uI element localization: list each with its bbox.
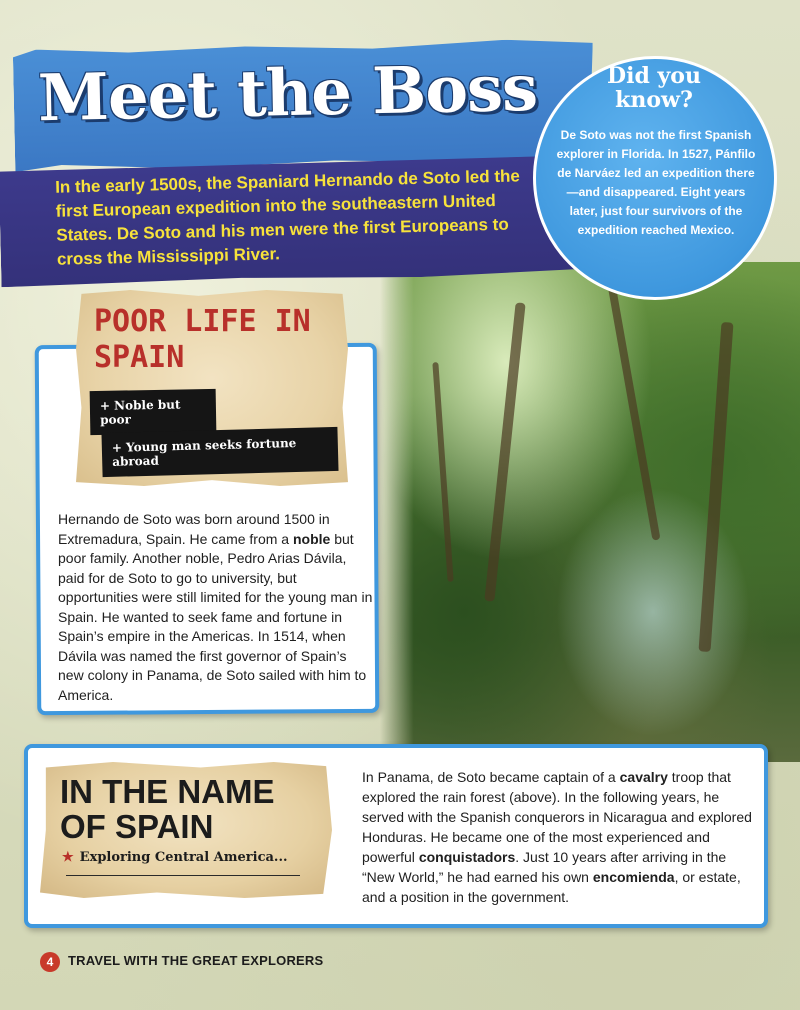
did-you-know-text: De Soto was not the first Spanish explorer in Florida. In 1527, Pánfilo de Narváez led an expedition there—and disappeared. Eight years later, just four survivors of the expedition reached Mexico. <box>556 128 756 237</box>
rainforest-photo <box>380 262 800 762</box>
page-number-badge: 4 <box>40 952 60 972</box>
section-subheading <box>62 850 288 865</box>
heading-line: OF SPAIN <box>60 808 214 845</box>
page-title: Meet the Boss <box>37 50 538 137</box>
section-heading-poor-life: POOR LIFE IN SPAIN <box>94 304 311 375</box>
section-body-name-of-spain <box>362 767 758 907</box>
tag-young-man-seeks-fortune: + Young man seeks fortune abroad <box>101 427 338 477</box>
intro-text: In the early 1500s, the Spaniard Hernando de Soto led the first European expedition into the southeastern United States. De Soto and his men were the first Europeans to cross the Mississippi River. <box>54 166 521 269</box>
body-text: but poor family. Another noble, Pedro Arias Dávila, paid for de Soto to go to university, but opportunities were still limited for the young man in Spain. He wanted to seek fame and fortune in Spain’s empire in the Americas. In 1514, when Dávila was named the first governor of Spain’s new colony in Panama, de Soto sailed with him to America. <box>58 530 373 703</box>
divider <box>66 875 300 876</box>
body-text: troop that explored the rain forest (above). In the following years, he served with the Spanish conquerors in Nicaragua and explored Honduras. He became one of the most experienced and powerful <box>362 769 752 865</box>
body-text: Hernando de Soto was born around 1500 in Extremadura, Spain. He came from a <box>58 511 330 547</box>
section-body-poor-life <box>58 510 374 705</box>
glossary-term-encomienda: encomienda <box>592 869 675 885</box>
footer-series-title: TRAVEL WITH THE GREAT EXPLORERS <box>68 953 324 968</box>
heading-line: IN THE NAME <box>60 773 275 810</box>
star-icon: ★ <box>62 850 74 865</box>
body-text: In Panama, de Soto became captain of a <box>362 769 620 785</box>
section-heading-name-of-spain <box>60 774 320 844</box>
did-you-know-title: Did you know? <box>607 63 701 113</box>
subheading-text: Exploring Central America... <box>79 850 288 865</box>
body-text: , or estate, and a position in the government. <box>362 869 741 905</box>
glossary-term-noble: noble <box>293 530 331 547</box>
glossary-term-cavalry: cavalry <box>619 769 668 785</box>
body-text: . Just 10 years after arriving in the “New World,” he had earned his own <box>362 849 727 885</box>
glossary-term-conquistadors: conquistadors <box>418 849 516 865</box>
tag-noble-but-poor: + Noble but poor <box>90 389 217 435</box>
